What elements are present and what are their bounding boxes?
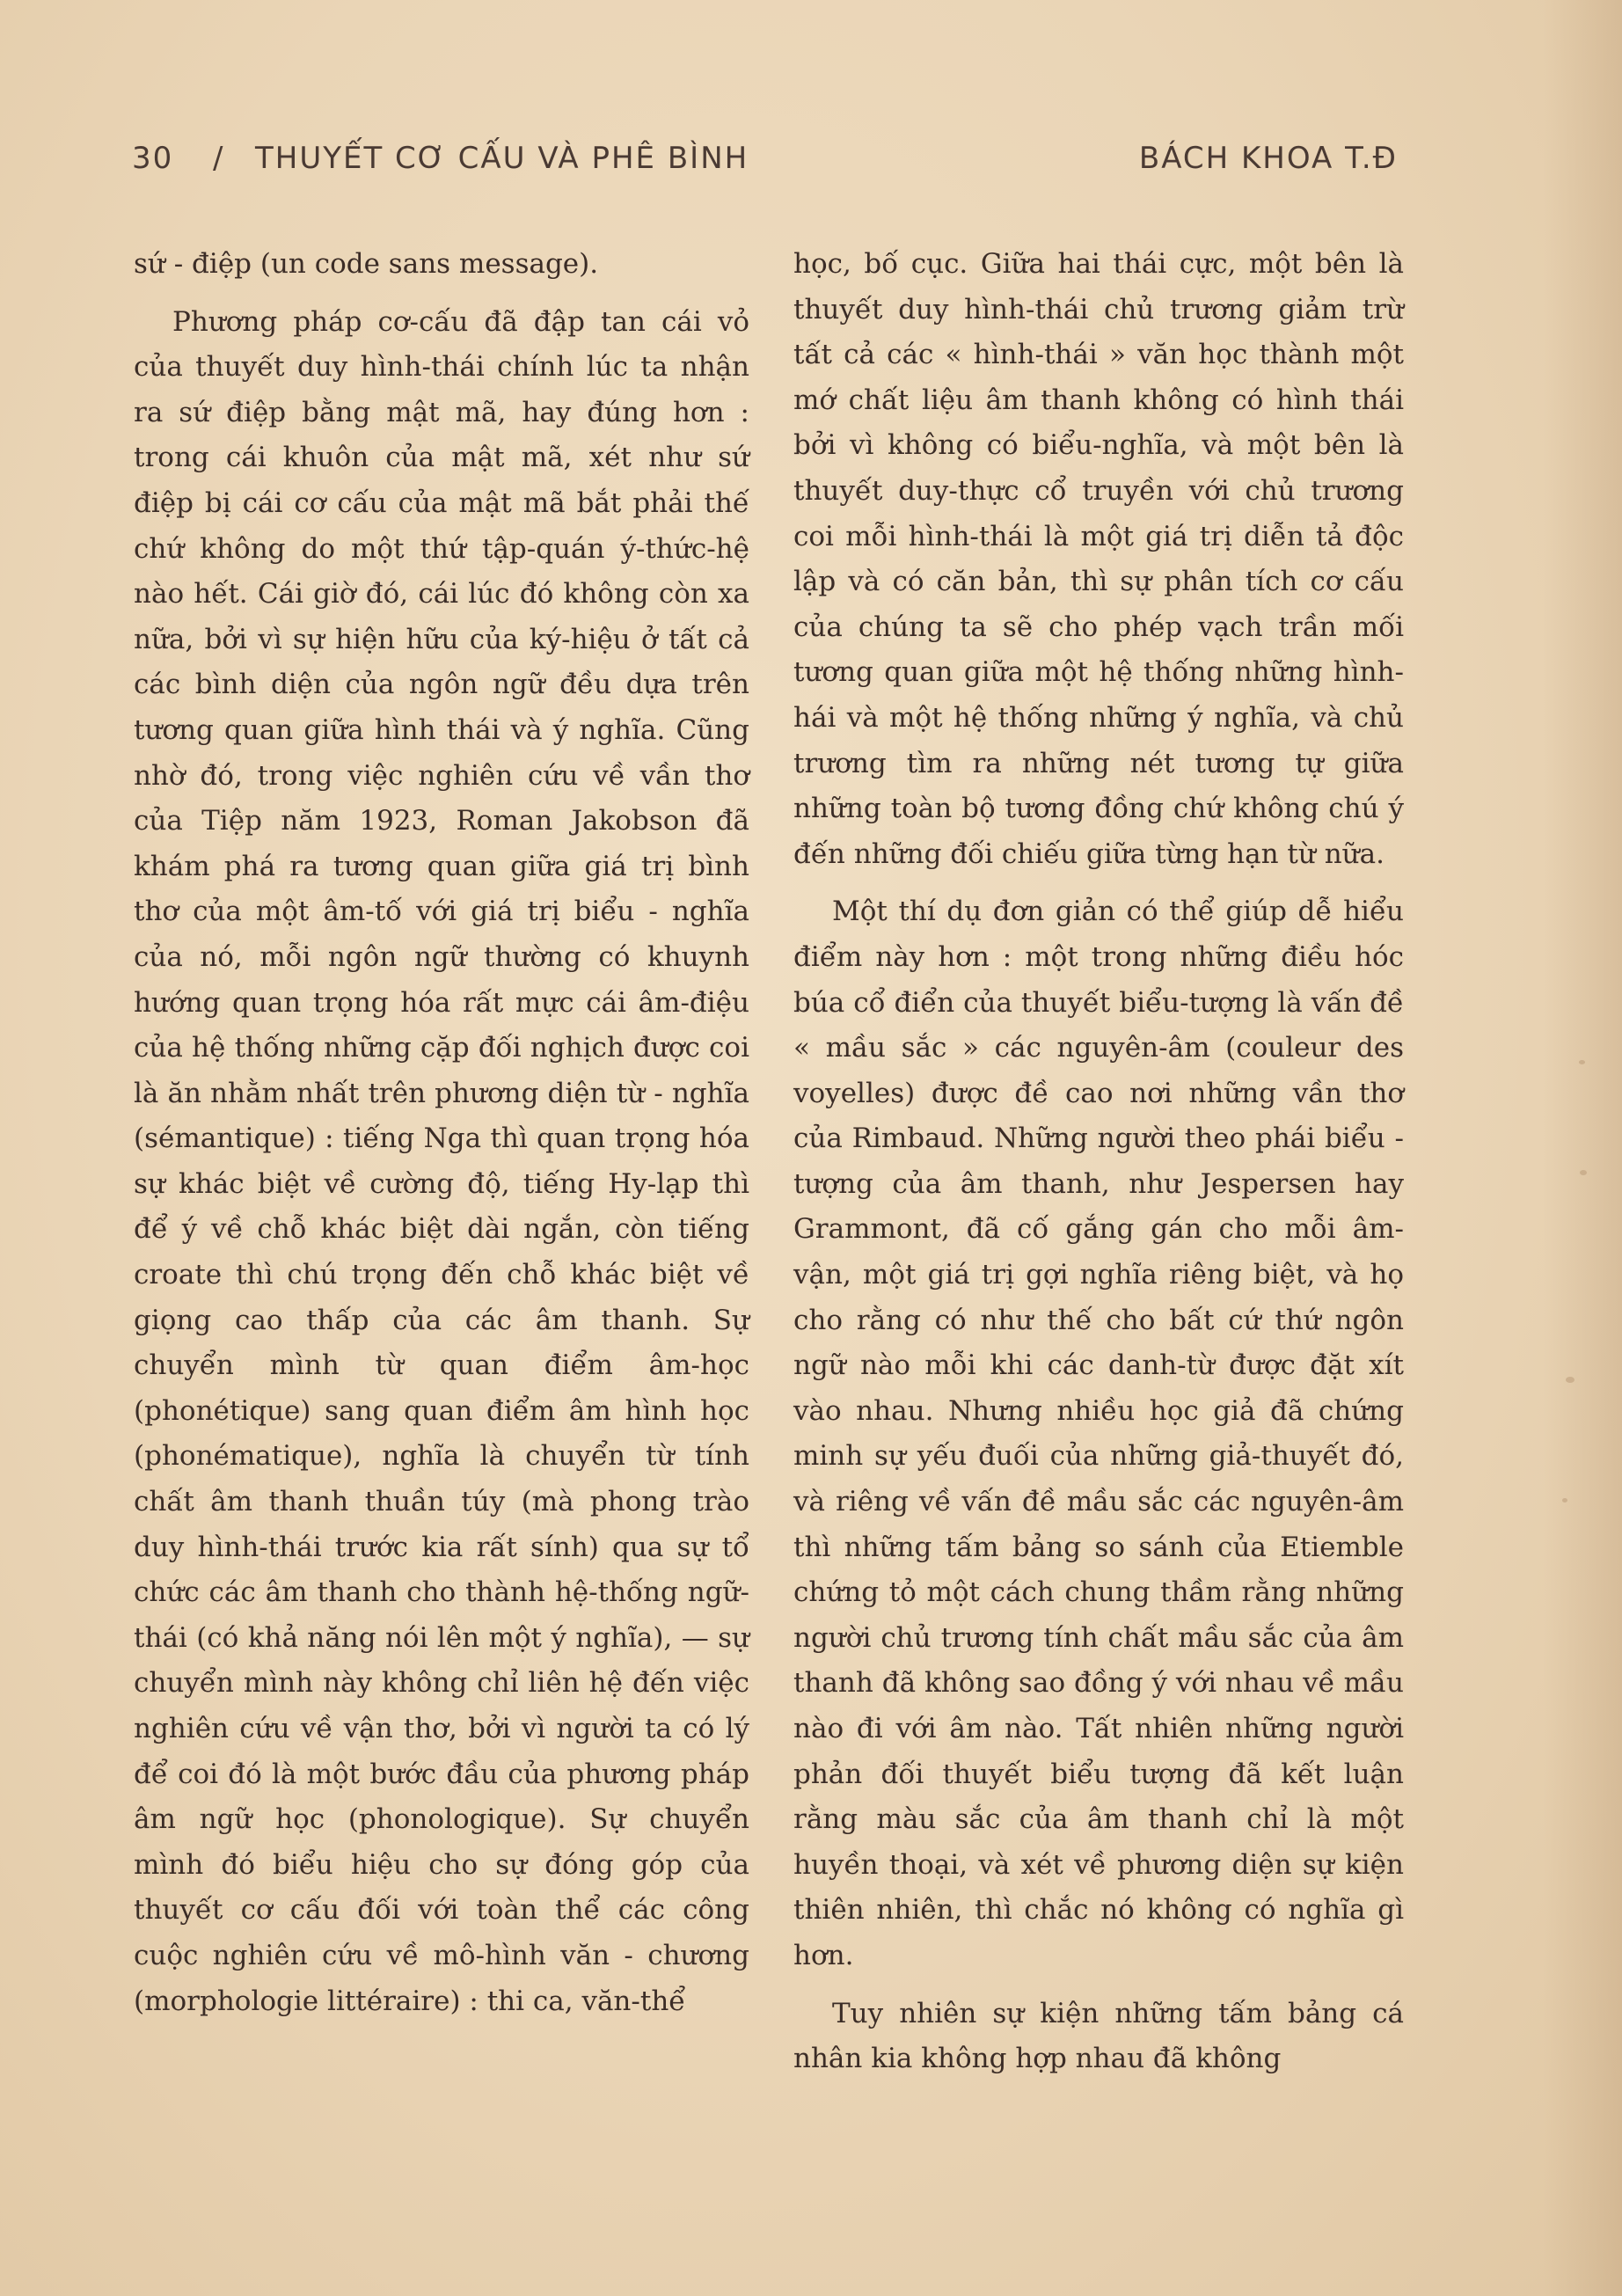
paragraph: Tuy nhiên sự kiện những tấm bảng cá nhân kia không hợp nhau đã không (793, 1997, 1404, 2075)
right-column (793, 242, 1404, 2082)
page-edge-shadow (1543, 0, 1622, 2296)
paper-spot (1566, 1377, 1575, 1383)
left-column (134, 242, 749, 2024)
paragraph: sứ - điệp (un code sans message). (134, 248, 599, 280)
paragraph: Một thí dụ đơn giản có thể giúp dễ hiểu điểm này hơn : một trong những điều hóc búa cổ điển của thuyết biểu-tượng là vấn đề « mầu sắc » các nguyên-âm (couleur des voyelles) được đề cao nơi những vần thơ của Rimbaud. Những người theo phái biểu - tượng của âm thanh, như Jespersen hay Grammont, đã cố gắng gán cho mỗi âm-vận, một giá trị gợi nghĩa riêng biệt, và họ cho rằng có như thế cho bất cứ thứ ngôn ngữ nào mỗi khi các danh-từ được đặt xít vào nhau. Nhưng nhiều học giả đã chứng minh sự yếu đuối của những giả-thuyết đó, và riêng về vấn đề mầu sắc các nguyên-âm thì những tấm bảng so sánh của Etiemble chứng tỏ một cách chung thầm rằng những người chủ trương tính chất mầu sắc của âm thanh đã không sao đồng ý với nhau về mầu nào đi với âm nào. Tất nhiên những người phản đối thuyết biểu tượng đã kết luận rằng màu sắc của âm thanh chỉ là một huyền thoại, và xét về phương diện sự kiện thiên nhiên, thì chắc nó không có nghĩa gì hơn. (793, 896, 1404, 1971)
publication-name: BÁCH KHOA T.Đ (1138, 141, 1398, 176)
paragraph: Phương pháp cơ-cấu đã đập tan cái vỏ của thuyết duy hình-thái chính lúc ta nhận ra sứ điệp bằng mật mã, hay đúng hơn : trong cái khuôn của mật mã, xét như sứ điệp bị cái cơ cấu của mật mã bắt phải thế chứ không do một thứ tập-quán ý-thức-hệ nào hết. Cái giờ đó, cái lúc đó không còn xa nữa, bởi vì sự hiện hữu của ký-hiệu ở tất cả các bình diện của ngôn ngữ đều dựa trên tương quan giữa hình thái và ý nghĩa. Cũng nhờ đó, trong việc nghiên cứu về vần thơ của Tiệp năm 1923, Roman Jakobson đã khám phá ra tương quan giữa giá trị bình thơ của một âm-tố với giá trị biểu - nghĩa của nó, mỗi ngôn ngữ thường có khuynh hướng quan trọng hóa rất mực cái âm-điệu của hệ thống những cặp đối nghịch được coi là ăn nhằm nhất trên phương diện từ - nghĩa (sémantique) : tiếng Nga thì quan trọng hóa sự khác biệt về cường độ, tiếng Hy-lạp thì để ý về chỗ khác biệt dài ngắn, còn tiếng croate thì chú trọng đến chỗ khác biệt về giọng cao thấp của các âm thanh. Sự chuyển mình từ quan điểm âm-học (phonétique) sang quan điểm âm hình học (phonématique), nghĩa là chuyển từ tính chất âm thanh thuần túy (mà phong trào duy hình-thái trước kia rất sính) qua sự tổ chức các âm thanh cho thành hệ-thống ngữ-thái (có khả năng nói lên một ý nghĩa), — sự chuyển mình này không chỉ liên hệ đến việc nghiên cứu về vận thơ, bởi vì người ta có lý để coi đó là một bước đầu của phương pháp âm ngữ học (phonologique). Sự chuyển mình đó biểu hiệu cho sự đóng góp của thuyết cơ cấu đối với toàn thể các công cuộc nghiên cứu về mô-hình văn - chương (morphologie littéraire) : thi ca, văn-thể (134, 305, 749, 2017)
paper-spot (1580, 1170, 1587, 1175)
paper-spot (1562, 1498, 1567, 1503)
running-header (132, 141, 1398, 194)
paper-spot (1579, 1060, 1585, 1064)
page-number: 30 (132, 141, 174, 176)
article-title: THUYẾT CƠ CẤU VÀ PHÊ BÌNH (255, 141, 749, 176)
header-separator: / (213, 141, 225, 176)
paragraph: học, bố cục. Giữa hai thái cực, một bên là thuyết duy hình-thái chủ trương giảm trừ tất cả các « hình-thái » văn học thành một mớ chất liệu âm thanh không có hình thái bởi vì không có biểu-nghĩa, và một bên là thuyết duy-thực cổ truyền với chủ trương coi mỗi hình-thái là một giá trị diễn tả độc lập và có căn bản, thì sự phân tích cơ cấu của chúng ta sẽ cho phép vạch trần mối tương quan giữa một hệ thống những hình-hái và một hệ thống những ý nghĩa, và chủ trương tìm ra những nét tương tự giữa những toàn bộ tương đồng chứ không chú ý đến những đối chiếu giữa từng hạn từ nữa. (793, 248, 1404, 870)
